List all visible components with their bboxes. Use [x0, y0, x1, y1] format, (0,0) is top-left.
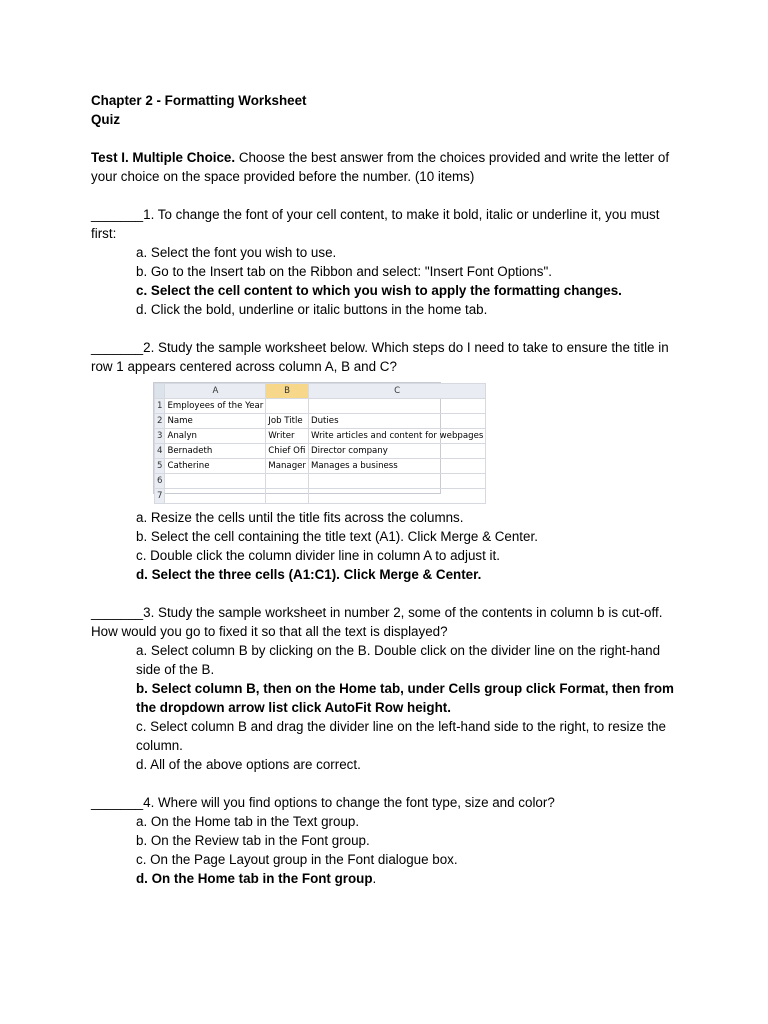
q2-option-d: d. Select the three cells (A1:C1). Click Merge & Center. — [136, 567, 482, 582]
row-header: 6 — [155, 474, 165, 489]
cell-c3: Write articles and content for webpages — [308, 429, 485, 444]
cell-c1 — [308, 399, 485, 414]
table-row — [155, 474, 486, 489]
q1-option-c: c. Select the cell content to which you wish to apply the formatting changes. — [136, 283, 622, 298]
cell-c4: Director company — [308, 444, 485, 459]
cell-b5: Manager — [266, 459, 309, 474]
question-1 — [91, 205, 681, 243]
cell-c7 — [308, 489, 485, 504]
column-header-c: C — [308, 384, 485, 399]
q4-option-b: b. On the Review tab in the Font group. — [136, 833, 370, 848]
q1-option-b: b. Go to the Insert tab on the Ribbon and select: "Insert Font Options". — [136, 264, 552, 279]
cell-b7 — [266, 489, 309, 504]
row-header: 5 — [155, 459, 165, 474]
q3-option-a: a. Select column B by clicking on the B. Double click on the divider line on the right-hand side of the B. — [136, 643, 661, 677]
q2-option-a: a. Resize the cells until the title fits across the columns. — [136, 510, 464, 525]
table-row — [155, 429, 486, 444]
q1-option-a: a. Select the font you wish to use. — [136, 245, 337, 260]
table-row — [155, 459, 486, 474]
cell-a1: Employees of the Year — [165, 399, 266, 414]
cell-a2: Name — [165, 414, 266, 429]
document-page — [91, 91, 681, 888]
cell-c6 — [308, 474, 485, 489]
cell-a6 — [165, 474, 266, 489]
cell-b6 — [266, 474, 309, 489]
q2-option-b: b. Select the cell containing the title text (A1). Click Merge & Center. — [136, 529, 538, 544]
test-instruction-text: Choose the best answer from the choices provided and write the letter of your choice on the space provided before the number. (10 items) — [91, 150, 670, 184]
document-subtitle: Quiz — [91, 112, 121, 127]
question-3 — [91, 603, 681, 641]
question-2-text: 2. Study the sample worksheet below. Which steps do I need to take to ensure the title in row 1 appears centered across column A, B and C? — [91, 340, 669, 374]
q1-option-d: d. Click the bold, underline or italic buttons in the home tab. — [136, 302, 488, 317]
sample-worksheet-image — [153, 382, 484, 501]
question-3-text: 3. Study the sample worksheet in number 2, some of the contents in column b is cut-off. How would you go to fixed it so that all the text is displayed? — [91, 605, 663, 639]
q2-option-c: c. Double click the column divider line in column A to adjust it. — [136, 548, 500, 563]
test-instructions — [91, 148, 681, 186]
corner-cell — [155, 384, 165, 399]
table-row — [155, 489, 486, 504]
cell-c2: Duties — [308, 414, 485, 429]
row-header: 3 — [155, 429, 165, 444]
answer-blank-3: _______ — [91, 605, 144, 620]
question-2 — [91, 338, 681, 376]
cell-b4: Chief Ofi — [266, 444, 309, 459]
q4-option-c: c. On the Page Layout group in the Font dialogue box. — [136, 852, 458, 867]
q4-option-a: a. On the Home tab in the Text group. — [136, 814, 360, 829]
cell-a3: Analyn — [165, 429, 266, 444]
q3-option-d: d. All of the above options are correct. — [136, 757, 361, 772]
column-header-b: B — [266, 384, 309, 399]
cell-b1 — [266, 399, 309, 414]
cell-b2: Job Title — [266, 414, 309, 429]
cell-a4: Bernadeth — [165, 444, 266, 459]
q4-option-d-bold: d. On the Home tab in the Font group — [136, 871, 373, 886]
row-header: 7 — [155, 489, 165, 504]
table-row — [155, 444, 486, 459]
question-4 — [91, 793, 681, 812]
cell-b3: Writer — [266, 429, 309, 444]
q3-option-b: b. Select column B, then on the Home tab, under Cells group click Format, then from the dropdown arrow list click AutoFit Row height. — [136, 681, 674, 715]
cell-a7 — [165, 489, 266, 504]
q3-option-c: c. Select column B and drag the divider line on the left-hand side to the right, to resize the column. — [136, 719, 666, 753]
cell-a5: Catherine — [165, 459, 266, 474]
table-row — [155, 414, 486, 429]
row-header: 4 — [155, 444, 165, 459]
answer-blank-2: _______ — [91, 340, 144, 355]
column-header-a: A — [165, 384, 266, 399]
cell-c5: Manages a business — [308, 459, 485, 474]
document-title: Chapter 2 - Formatting Worksheet — [91, 93, 307, 108]
row-header: 2 — [155, 414, 165, 429]
row-header: 1 — [155, 399, 165, 414]
answer-blank-4: _______ — [91, 795, 144, 810]
q4-option-d — [136, 869, 681, 888]
question-4-text: 4. Where will you find options to change the font type, size and color? — [143, 795, 555, 810]
table-row — [155, 399, 486, 414]
test-heading: Test I. Multiple Choice. — [91, 150, 236, 165]
question-1-text: 1. To change the font of your cell content, to make it bold, italic or underline it, you must first: — [91, 207, 660, 241]
q4-option-d-period: . — [372, 871, 377, 886]
answer-blank-1: _______ — [91, 207, 144, 222]
worksheet-grid — [154, 383, 486, 504]
